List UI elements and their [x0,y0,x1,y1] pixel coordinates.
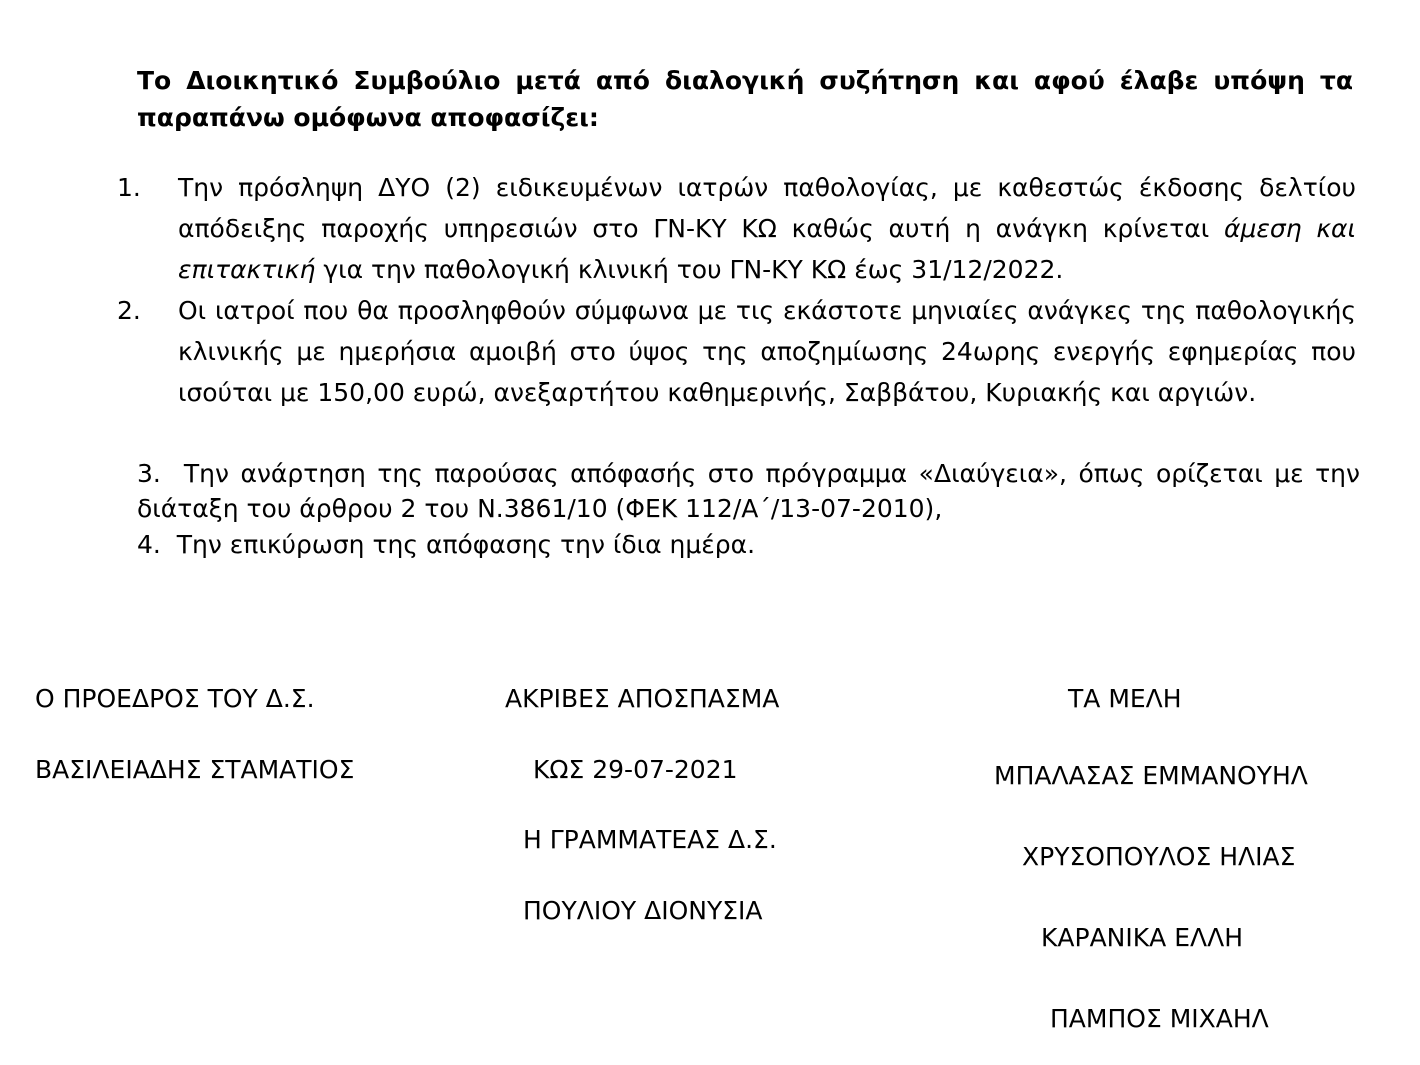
extract-place-date: ΚΩΣ 29-07-2021 [533,755,738,784]
decision-item-1-emphasis: άμεση και επιτακτική [178,214,1356,284]
decision-item-3 [137,456,1360,526]
president-name: ΒΑΣΙΛΕΙΑΔΗΣ ΣΤΑΜΑΤΙΟΣ [35,755,355,784]
decision-item-1 [117,167,1357,290]
member-name: ΜΠΑΛΑΣΑΣ ΕΜΜΑΝΟΥΗΛ [994,761,1308,790]
decision-item-2-text: Οι ιατροί που θα προσληφθούν σύμφωνα με τις εκάστοτε μηνιαίες ανάγκες της παθολογικής κλινικής με ημερήσια αμοιβή στο ύψος της αποζημίωσης 24ωρης ενεργής εφημερίας που ισούται με 150,00 ευρώ, ανεξαρτήτου καθημερινής, Σαββάτου, Κυριακής και αργιών. [178,296,1356,407]
decision-item-4-text: Την επικύρωση της απόφασης την ίδια ημέρα. [176,530,756,559]
decision-intro: Το Διοικητικό Συμβούλιο μετά από διαλογική συζήτηση και αφού έλαβε υπόψη τα παραπάνω ομόφωνα αποφασίζει: [137,66,1353,132]
decision-item-4-number: 4. [137,530,161,559]
decision-item-2 [117,290,1357,454]
secretary-name: ΠΟΥΛΙΟΥ ΔΙΟΝΥΣΙΑ [523,896,763,925]
decision-item-1-number: 1. [117,173,141,202]
secretary-title: Η ΓΡΑΜΜΑΤΕΑΣ Δ.Σ. [523,825,777,854]
extract-title: ΑΚΡΙΒΕΣ ΑΠΟΣΠΑΣΜΑ [505,684,780,713]
member-name: ΧΡΥΣΟΠΟΥΛΟΣ ΗΛΙΑΣ [1022,842,1296,871]
member-name: ΚΑΡΑΝΙΚΑ ΕΛΛΗ [1041,923,1243,952]
decision-item-4 [137,527,1360,562]
decision-item-3-number: 3. [137,459,161,488]
member-name: ΠΑΜΠΟΣ ΜΙΧΑΗΛ [1050,1004,1269,1033]
decision-item-2-number: 2. [117,296,141,325]
president-title: Ο ΠΡΟΕΔΡΟΣ ΤΟΥ Δ.Σ. [35,684,315,713]
decision-item-1-text: Την πρόσληψη ΔΥΟ (2) ειδικευμένων ιατρών παθολογίας, με καθεστώς έκδοσης δελτίου απόδειξης παροχής υπηρεσιών στο ΓΝ-ΚΥ ΚΩ καθώς αυτή η ανάγκη κρίνεται άμεση και επιτακτική για την παθολογική κλινική του ΓΝ-ΚΥ ΚΩ έως 31/12/2022. [178,173,1356,284]
decision-item-3-text: Την ανάρτηση της παρούσας απόφασής στο πρόγραμμα «Διαύγεια», όπως ορίζεται με την διάταξη του άρθρου 2 του Ν.3861/10 (ΦΕΚ 112/Α΄/13-07-2010), [137,459,1360,523]
members-title: ΤΑ ΜΕΛΗ [1068,684,1182,713]
